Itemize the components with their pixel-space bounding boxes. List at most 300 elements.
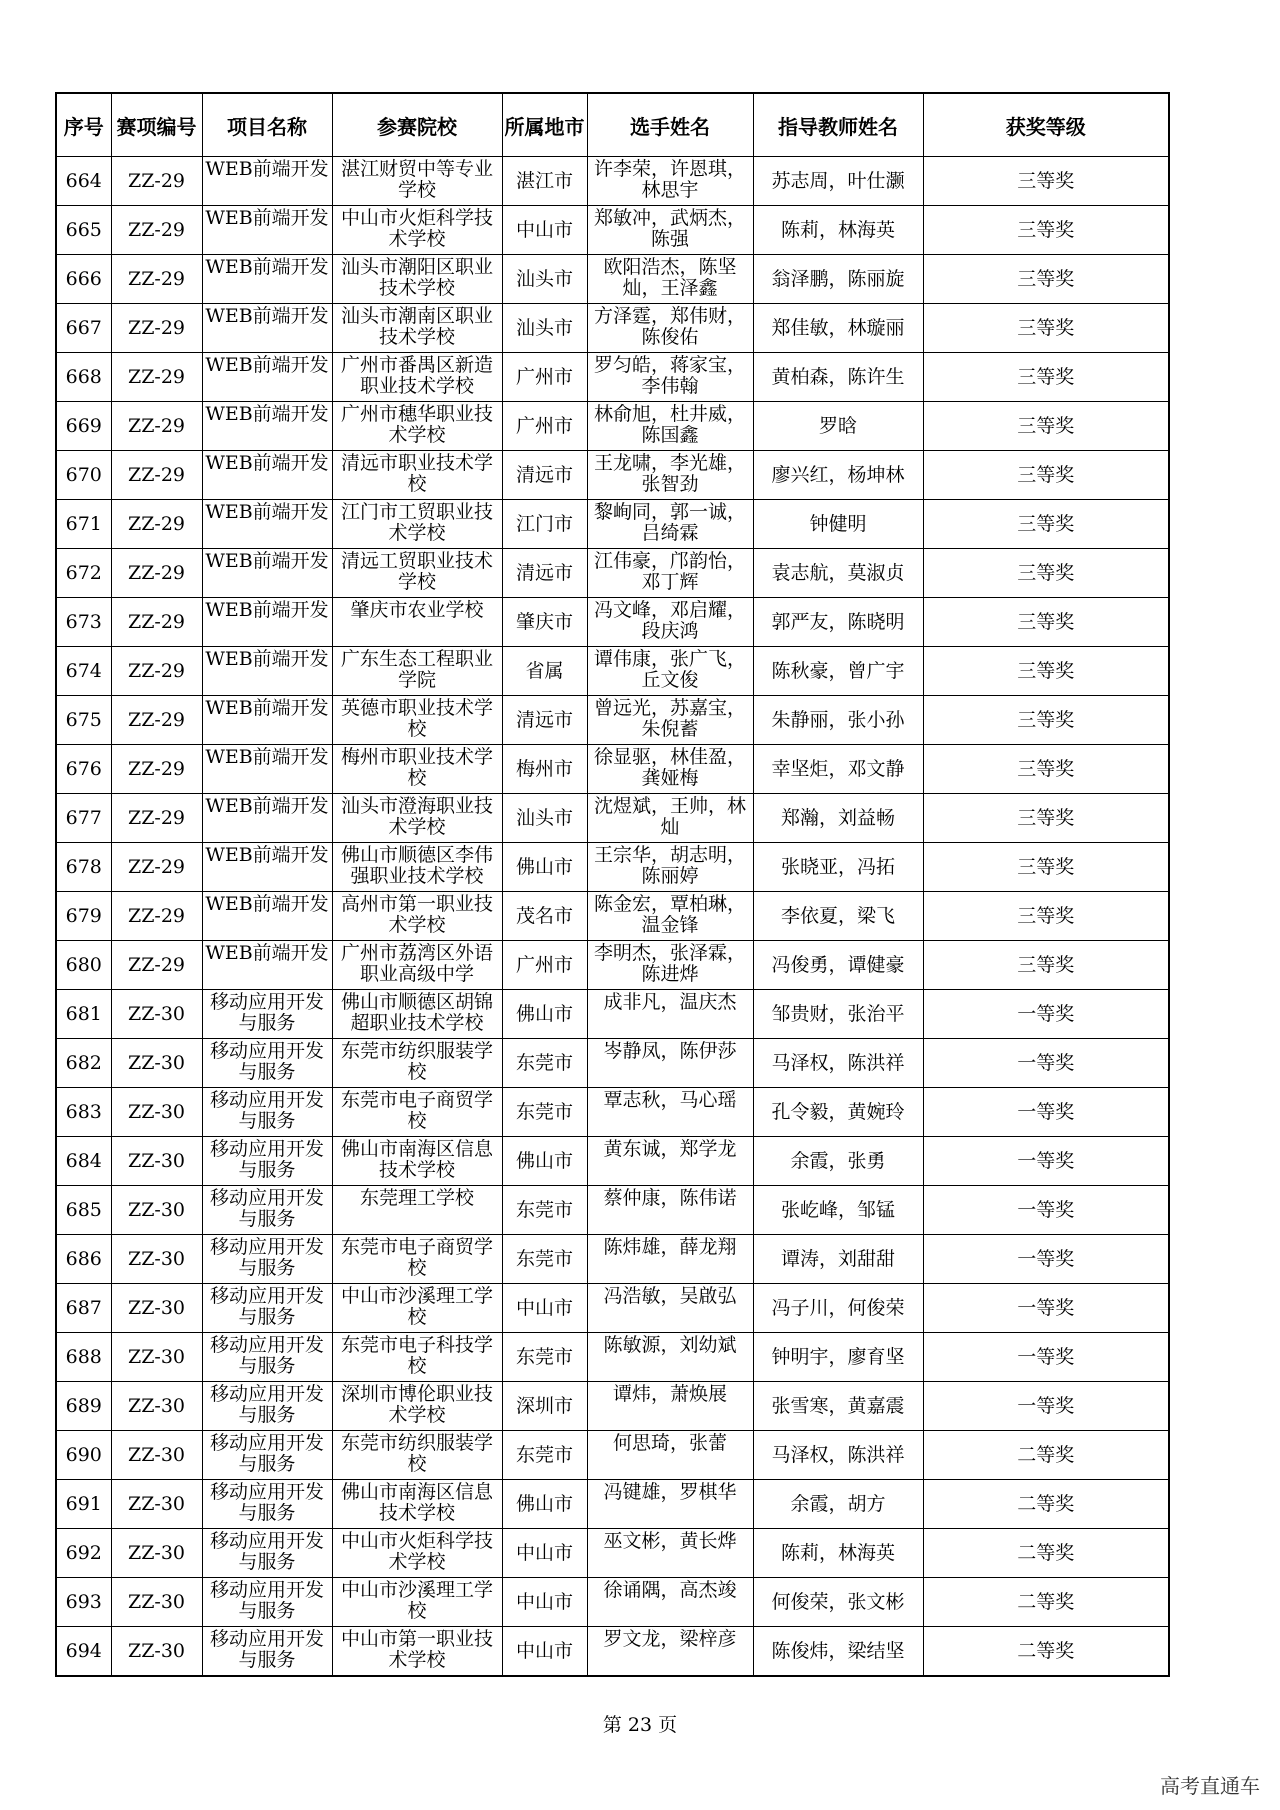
city-cell xyxy=(502,304,587,353)
serial-cell xyxy=(56,206,111,255)
event-code-text: ZZ-30 xyxy=(128,1051,185,1074)
award-level-text: 一等奖 xyxy=(1017,1247,1075,1270)
teachers-cell xyxy=(753,1382,923,1431)
school-text: 东莞市电子商贸学校 xyxy=(340,1089,493,1132)
school-cell xyxy=(332,1039,502,1088)
table-row xyxy=(56,1088,1169,1137)
award-table xyxy=(55,92,1170,1677)
city-text: 佛山市 xyxy=(515,855,573,878)
teachers-text: 冯子川，何俊荣 xyxy=(771,1296,905,1319)
contestants-cell xyxy=(587,1382,753,1431)
award-level-text: 三等奖 xyxy=(1017,512,1075,535)
serial-cell xyxy=(56,1529,111,1578)
contestants-text: 罗匀皓，蒋家宝，李伟翰 xyxy=(593,354,746,397)
project-name-cell xyxy=(202,1333,332,1382)
school-text: 中山市沙溪理工学校 xyxy=(340,1579,493,1622)
event-code-text: ZZ-30 xyxy=(128,1345,185,1368)
event-code-text: ZZ-29 xyxy=(128,855,185,878)
city-text: 深圳市 xyxy=(515,1394,573,1417)
contestants-text: 巫文彬，黄长烨 xyxy=(603,1530,737,1552)
contestants-text: 王龙啸，李光雄，张智劲 xyxy=(593,452,746,495)
teachers-cell xyxy=(753,1480,923,1529)
event-code-text: ZZ-30 xyxy=(128,1443,185,1466)
award-level-cell xyxy=(923,1431,1169,1480)
school-cell xyxy=(332,255,502,304)
contestants-text: 许李荣，许恩琪，林思宇 xyxy=(593,158,746,201)
school-text: 佛山市顺德区胡锦超职业技术学校 xyxy=(340,991,493,1034)
city-cell xyxy=(502,843,587,892)
project-name-cell xyxy=(202,1284,332,1333)
contestants-cell xyxy=(587,500,753,549)
school-cell xyxy=(332,1382,502,1431)
project-name-cell xyxy=(202,1137,332,1186)
event-code-text: ZZ-30 xyxy=(128,1149,185,1172)
contestants-cell xyxy=(587,1578,753,1627)
school-cell xyxy=(332,402,502,451)
city-text: 东莞市 xyxy=(515,1247,573,1270)
contestants-cell xyxy=(587,1529,753,1578)
teachers-text: 陈秋豪，曾广宇 xyxy=(771,659,905,682)
serial-cell xyxy=(56,1480,111,1529)
award-level-text: 二等奖 xyxy=(1017,1541,1075,1564)
award-level-cell xyxy=(923,843,1169,892)
serial-text: 670 xyxy=(65,463,102,486)
teachers-text: 苏志周，叶仕灏 xyxy=(771,169,905,192)
serial-cell xyxy=(56,598,111,647)
serial-text: 688 xyxy=(65,1345,102,1368)
serial-cell xyxy=(56,500,111,549)
contestants-cell xyxy=(587,353,753,402)
event-code-cell xyxy=(111,206,202,255)
teachers-cell xyxy=(753,1039,923,1088)
award-level-text: 三等奖 xyxy=(1017,267,1075,290)
city-cell xyxy=(502,1578,587,1627)
serial-cell xyxy=(56,1431,111,1480)
school-cell xyxy=(332,1627,502,1677)
teachers-text: 张晓亚，冯拓 xyxy=(780,855,895,878)
award-level-text: 一等奖 xyxy=(1017,1296,1075,1319)
project-name-cell xyxy=(202,1627,332,1677)
table-row xyxy=(56,402,1169,451)
contestants-cell xyxy=(587,1039,753,1088)
award-level-cell xyxy=(923,1235,1169,1284)
event-code-cell xyxy=(111,1284,202,1333)
teachers-cell xyxy=(753,500,923,549)
city-cell xyxy=(502,1382,587,1431)
school-text: 清远市职业技术学校 xyxy=(340,452,493,495)
project-name-text: 移动应用开发与服务 xyxy=(209,991,324,1034)
header-cell: 选手姓名 xyxy=(587,93,753,157)
serial-cell xyxy=(56,794,111,843)
project-name-text: 移动应用开发与服务 xyxy=(209,1579,324,1622)
contestants-cell xyxy=(587,647,753,696)
table-row xyxy=(56,1431,1169,1480)
city-text: 东莞市 xyxy=(515,1345,573,1368)
serial-cell xyxy=(56,549,111,598)
serial-text: 689 xyxy=(65,1394,102,1417)
award-level-text: 三等奖 xyxy=(1017,757,1075,780)
contestants-text: 冯浩敏，吴啟弘 xyxy=(603,1285,737,1307)
school-text: 东莞市纺织服装学校 xyxy=(340,1040,493,1083)
city-cell xyxy=(502,990,587,1039)
city-cell xyxy=(502,794,587,843)
project-name-cell xyxy=(202,990,332,1039)
serial-text: 684 xyxy=(65,1149,102,1172)
event-code-cell xyxy=(111,696,202,745)
school-cell xyxy=(332,353,502,402)
serial-text: 680 xyxy=(65,953,102,976)
project-name-text: 移动应用开发与服务 xyxy=(209,1236,324,1279)
project-name-text: WEB前端开发 xyxy=(205,746,329,768)
school-cell xyxy=(332,598,502,647)
event-code-cell xyxy=(111,353,202,402)
teachers-cell xyxy=(753,1578,923,1627)
award-level-text: 三等奖 xyxy=(1017,610,1075,633)
school-cell xyxy=(332,647,502,696)
school-text: 湛江财贸中等专业学校 xyxy=(340,158,493,201)
project-name-text: 移动应用开发与服务 xyxy=(209,1383,324,1426)
teachers-cell xyxy=(753,990,923,1039)
award-level-cell xyxy=(923,1333,1169,1382)
school-text: 江门市工贸职业技术学校 xyxy=(340,501,493,544)
school-text: 中山市沙溪理工学校 xyxy=(340,1285,493,1328)
serial-text: 672 xyxy=(65,561,102,584)
award-level-cell xyxy=(923,1137,1169,1186)
table-row xyxy=(56,745,1169,794)
city-text: 汕头市 xyxy=(515,267,573,290)
teachers-text: 陈莉，林海英 xyxy=(780,1541,895,1564)
award-level-cell xyxy=(923,1578,1169,1627)
teachers-cell xyxy=(753,1431,923,1480)
award-level-cell xyxy=(923,353,1169,402)
teachers-cell xyxy=(753,1235,923,1284)
school-cell xyxy=(332,843,502,892)
award-level-cell xyxy=(923,1627,1169,1677)
contestants-cell xyxy=(587,1284,753,1333)
contestants-text: 谭伟康，张广飞，丘文俊 xyxy=(593,648,746,691)
teachers-cell xyxy=(753,255,923,304)
teachers-cell xyxy=(753,892,923,941)
serial-cell xyxy=(56,451,111,500)
contestants-cell xyxy=(587,1186,753,1235)
serial-cell xyxy=(56,1382,111,1431)
table-row xyxy=(56,696,1169,745)
project-name-cell xyxy=(202,598,332,647)
serial-cell xyxy=(56,1235,111,1284)
event-code-cell xyxy=(111,255,202,304)
project-name-cell xyxy=(202,1235,332,1284)
project-name-text: 移动应用开发与服务 xyxy=(209,1481,324,1524)
city-cell xyxy=(502,1137,587,1186)
school-text: 中山市第一职业技术学校 xyxy=(340,1628,493,1671)
project-name-cell xyxy=(202,206,332,255)
serial-cell xyxy=(56,402,111,451)
contestants-cell xyxy=(587,696,753,745)
teachers-cell xyxy=(753,353,923,402)
header-cell: 项目名称 xyxy=(202,93,332,157)
award-level-cell xyxy=(923,1039,1169,1088)
contestants-cell xyxy=(587,1333,753,1382)
serial-cell xyxy=(56,941,111,990)
event-code-text: ZZ-29 xyxy=(128,659,185,682)
project-name-text: WEB前端开发 xyxy=(205,648,329,670)
award-level-cell xyxy=(923,696,1169,745)
project-name-cell xyxy=(202,745,332,794)
event-code-cell xyxy=(111,990,202,1039)
serial-cell xyxy=(56,1578,111,1627)
project-name-cell xyxy=(202,549,332,598)
city-text: 中山市 xyxy=(515,218,573,241)
table-row xyxy=(56,1284,1169,1333)
award-level-text: 二等奖 xyxy=(1017,1639,1075,1662)
city-text: 佛山市 xyxy=(515,1149,573,1172)
city-text: 中山市 xyxy=(515,1590,573,1613)
event-code-cell xyxy=(111,843,202,892)
serial-cell xyxy=(56,990,111,1039)
project-name-text: 移动应用开发与服务 xyxy=(209,1089,324,1132)
project-name-cell xyxy=(202,304,332,353)
teachers-cell xyxy=(753,1284,923,1333)
teachers-cell xyxy=(753,843,923,892)
award-level-cell xyxy=(923,157,1169,206)
project-name-cell xyxy=(202,1382,332,1431)
event-code-text: ZZ-29 xyxy=(128,316,185,339)
serial-text: 679 xyxy=(65,904,102,927)
award-level-cell xyxy=(923,1529,1169,1578)
project-name-cell xyxy=(202,1480,332,1529)
teachers-text: 孔令毅，黄婉玲 xyxy=(771,1100,905,1123)
project-name-cell xyxy=(202,353,332,402)
project-name-text: 移动应用开发与服务 xyxy=(209,1138,324,1181)
award-level-text: 一等奖 xyxy=(1017,1394,1075,1417)
award-level-text: 三等奖 xyxy=(1017,953,1075,976)
city-cell xyxy=(502,1186,587,1235)
city-text: 中山市 xyxy=(515,1639,573,1662)
teachers-text: 幸坚炬，邓文静 xyxy=(771,757,905,780)
contestants-cell xyxy=(587,402,753,451)
teachers-cell xyxy=(753,696,923,745)
city-cell xyxy=(502,549,587,598)
serial-text: 673 xyxy=(65,610,102,633)
award-level-cell xyxy=(923,1480,1169,1529)
school-cell xyxy=(332,500,502,549)
contestants-cell xyxy=(587,892,753,941)
table-row xyxy=(56,206,1169,255)
contestants-text: 曾远光，苏嘉宝，朱倪蓄 xyxy=(593,697,746,740)
contestants-cell xyxy=(587,598,753,647)
school-cell xyxy=(332,1578,502,1627)
teachers-text: 余霞，胡方 xyxy=(790,1492,886,1515)
project-name-cell xyxy=(202,1529,332,1578)
table-header-row xyxy=(56,93,1169,157)
city-cell xyxy=(502,255,587,304)
project-name-text: 移动应用开发与服务 xyxy=(209,1628,324,1671)
award-level-cell xyxy=(923,1186,1169,1235)
contestants-cell xyxy=(587,1627,753,1677)
city-cell xyxy=(502,647,587,696)
school-cell xyxy=(332,157,502,206)
project-name-text: WEB前端开发 xyxy=(205,550,329,572)
table-row xyxy=(56,1578,1169,1627)
contestants-text: 冯文峰，邓启耀，段庆鸿 xyxy=(593,599,746,642)
teachers-text: 郭严友，陈晓明 xyxy=(771,610,905,633)
contestants-cell xyxy=(587,745,753,794)
project-name-cell xyxy=(202,647,332,696)
teachers-cell xyxy=(753,941,923,990)
event-code-text: ZZ-29 xyxy=(128,757,185,780)
school-cell xyxy=(332,941,502,990)
teachers-text: 张雪寒，黄嘉震 xyxy=(771,1394,905,1417)
teachers-text: 袁志航，莫淑贞 xyxy=(771,561,905,584)
teachers-text: 谭涛，刘甜甜 xyxy=(780,1247,895,1270)
school-text: 东莞市电子科技学校 xyxy=(340,1334,493,1377)
city-text: 广州市 xyxy=(515,953,573,976)
serial-text: 677 xyxy=(65,806,102,829)
award-level-cell xyxy=(923,1088,1169,1137)
teachers-cell xyxy=(753,1529,923,1578)
teachers-cell xyxy=(753,1088,923,1137)
event-code-text: ZZ-29 xyxy=(128,806,185,829)
project-name-cell xyxy=(202,1039,332,1088)
project-name-text: WEB前端开发 xyxy=(205,158,329,180)
city-cell xyxy=(502,1088,587,1137)
school-cell xyxy=(332,1529,502,1578)
teachers-cell xyxy=(753,1333,923,1382)
serial-cell xyxy=(56,1186,111,1235)
contestants-text: 王宗华，胡志明，陈丽婷 xyxy=(593,844,746,887)
project-name-text: WEB前端开发 xyxy=(205,452,329,474)
serial-cell xyxy=(56,745,111,794)
award-level-text: 一等奖 xyxy=(1017,1002,1075,1025)
city-cell xyxy=(502,1039,587,1088)
contestants-cell xyxy=(587,1235,753,1284)
contestants-text: 欧阳浩杰，陈坚灿，王泽鑫 xyxy=(603,256,737,299)
award-level-text: 二等奖 xyxy=(1017,1590,1075,1613)
contestants-text: 成非凡，温庆杰 xyxy=(603,991,737,1013)
header-cell: 指导教师姓名 xyxy=(753,93,923,157)
award-level-text: 三等奖 xyxy=(1017,218,1075,241)
award-level-text: 三等奖 xyxy=(1017,904,1075,927)
city-cell xyxy=(502,1627,587,1677)
city-text: 茂名市 xyxy=(515,904,573,927)
city-text: 省属 xyxy=(525,659,564,682)
school-text: 东莞理工学校 xyxy=(359,1187,474,1209)
school-text: 广州市穗华职业技术学校 xyxy=(340,403,493,446)
serial-text: 692 xyxy=(65,1541,102,1564)
project-name-text: WEB前端开发 xyxy=(205,795,329,817)
city-cell xyxy=(502,157,587,206)
award-level-text: 二等奖 xyxy=(1017,1492,1075,1515)
contestants-text: 李明杰，张泽霖，陈进烨 xyxy=(593,942,746,985)
serial-cell xyxy=(56,1039,111,1088)
project-name-cell xyxy=(202,451,332,500)
contestants-cell xyxy=(587,843,753,892)
teachers-text: 郑瀚，刘益畅 xyxy=(780,806,895,829)
contestants-text: 陈炜雄，薛龙翔 xyxy=(603,1236,737,1258)
event-code-cell xyxy=(111,402,202,451)
project-name-text: 移动应用开发与服务 xyxy=(209,1334,324,1377)
contestants-text: 郑敏冲，武炳杰，陈强 xyxy=(593,207,746,250)
event-code-text: ZZ-30 xyxy=(128,1541,185,1564)
table-row xyxy=(56,1529,1169,1578)
table-row xyxy=(56,255,1169,304)
contestants-text: 江伟豪，邝韵怡，邓丁辉 xyxy=(593,550,746,593)
table-row xyxy=(56,157,1169,206)
serial-cell xyxy=(56,1088,111,1137)
serial-text: 687 xyxy=(65,1296,102,1319)
event-code-cell xyxy=(111,647,202,696)
school-text: 英德市职业技术学校 xyxy=(340,697,493,740)
teachers-cell xyxy=(753,304,923,353)
city-text: 江门市 xyxy=(515,512,573,535)
event-code-text: ZZ-29 xyxy=(128,610,185,633)
event-code-cell xyxy=(111,1186,202,1235)
award-level-cell xyxy=(923,1284,1169,1333)
project-name-cell xyxy=(202,843,332,892)
award-level-cell xyxy=(923,647,1169,696)
serial-text: 682 xyxy=(65,1051,102,1074)
table-row xyxy=(56,1186,1169,1235)
serial-text: 675 xyxy=(65,708,102,731)
teachers-text: 余霞，张勇 xyxy=(790,1149,886,1172)
city-text: 肇庆市 xyxy=(515,610,573,633)
event-code-cell xyxy=(111,1431,202,1480)
event-code-text: ZZ-30 xyxy=(128,1590,185,1613)
project-name-cell xyxy=(202,794,332,843)
teachers-cell xyxy=(753,598,923,647)
header-cell: 赛项编号 xyxy=(111,93,202,157)
project-name-cell xyxy=(202,1431,332,1480)
table-row xyxy=(56,647,1169,696)
event-code-text: ZZ-29 xyxy=(128,463,185,486)
project-name-cell xyxy=(202,696,332,745)
award-level-cell xyxy=(923,304,1169,353)
project-name-text: WEB前端开发 xyxy=(205,305,329,327)
contestants-cell xyxy=(587,206,753,255)
table-row xyxy=(56,843,1169,892)
teachers-text: 邹贵财，张治平 xyxy=(771,1002,905,1025)
contestants-cell xyxy=(587,451,753,500)
serial-text: 676 xyxy=(65,757,102,780)
teachers-text: 马泽权，陈洪祥 xyxy=(771,1443,905,1466)
teachers-text: 翁泽鹏，陈丽旋 xyxy=(771,267,905,290)
event-code-cell xyxy=(111,1235,202,1284)
event-code-cell xyxy=(111,794,202,843)
contestants-cell xyxy=(587,990,753,1039)
city-cell xyxy=(502,402,587,451)
teachers-text: 张屹峰，邹锰 xyxy=(780,1198,895,1221)
city-cell xyxy=(502,353,587,402)
event-code-cell xyxy=(111,745,202,794)
serial-text: 671 xyxy=(65,512,102,535)
serial-text: 665 xyxy=(65,218,102,241)
event-code-cell xyxy=(111,157,202,206)
teachers-text: 罗晗 xyxy=(818,414,857,437)
contestants-cell xyxy=(587,304,753,353)
serial-text: 664 xyxy=(65,169,102,192)
teachers-cell xyxy=(753,1627,923,1677)
serial-cell xyxy=(56,1333,111,1382)
city-text: 清远市 xyxy=(515,463,573,486)
city-text: 东莞市 xyxy=(515,1198,573,1221)
table-row xyxy=(56,451,1169,500)
school-text: 清远工贸职业技术学校 xyxy=(340,550,493,593)
event-code-cell xyxy=(111,304,202,353)
table-row xyxy=(56,1333,1169,1382)
award-level-cell xyxy=(923,402,1169,451)
award-level-cell xyxy=(923,941,1169,990)
award-level-text: 一等奖 xyxy=(1017,1149,1075,1172)
